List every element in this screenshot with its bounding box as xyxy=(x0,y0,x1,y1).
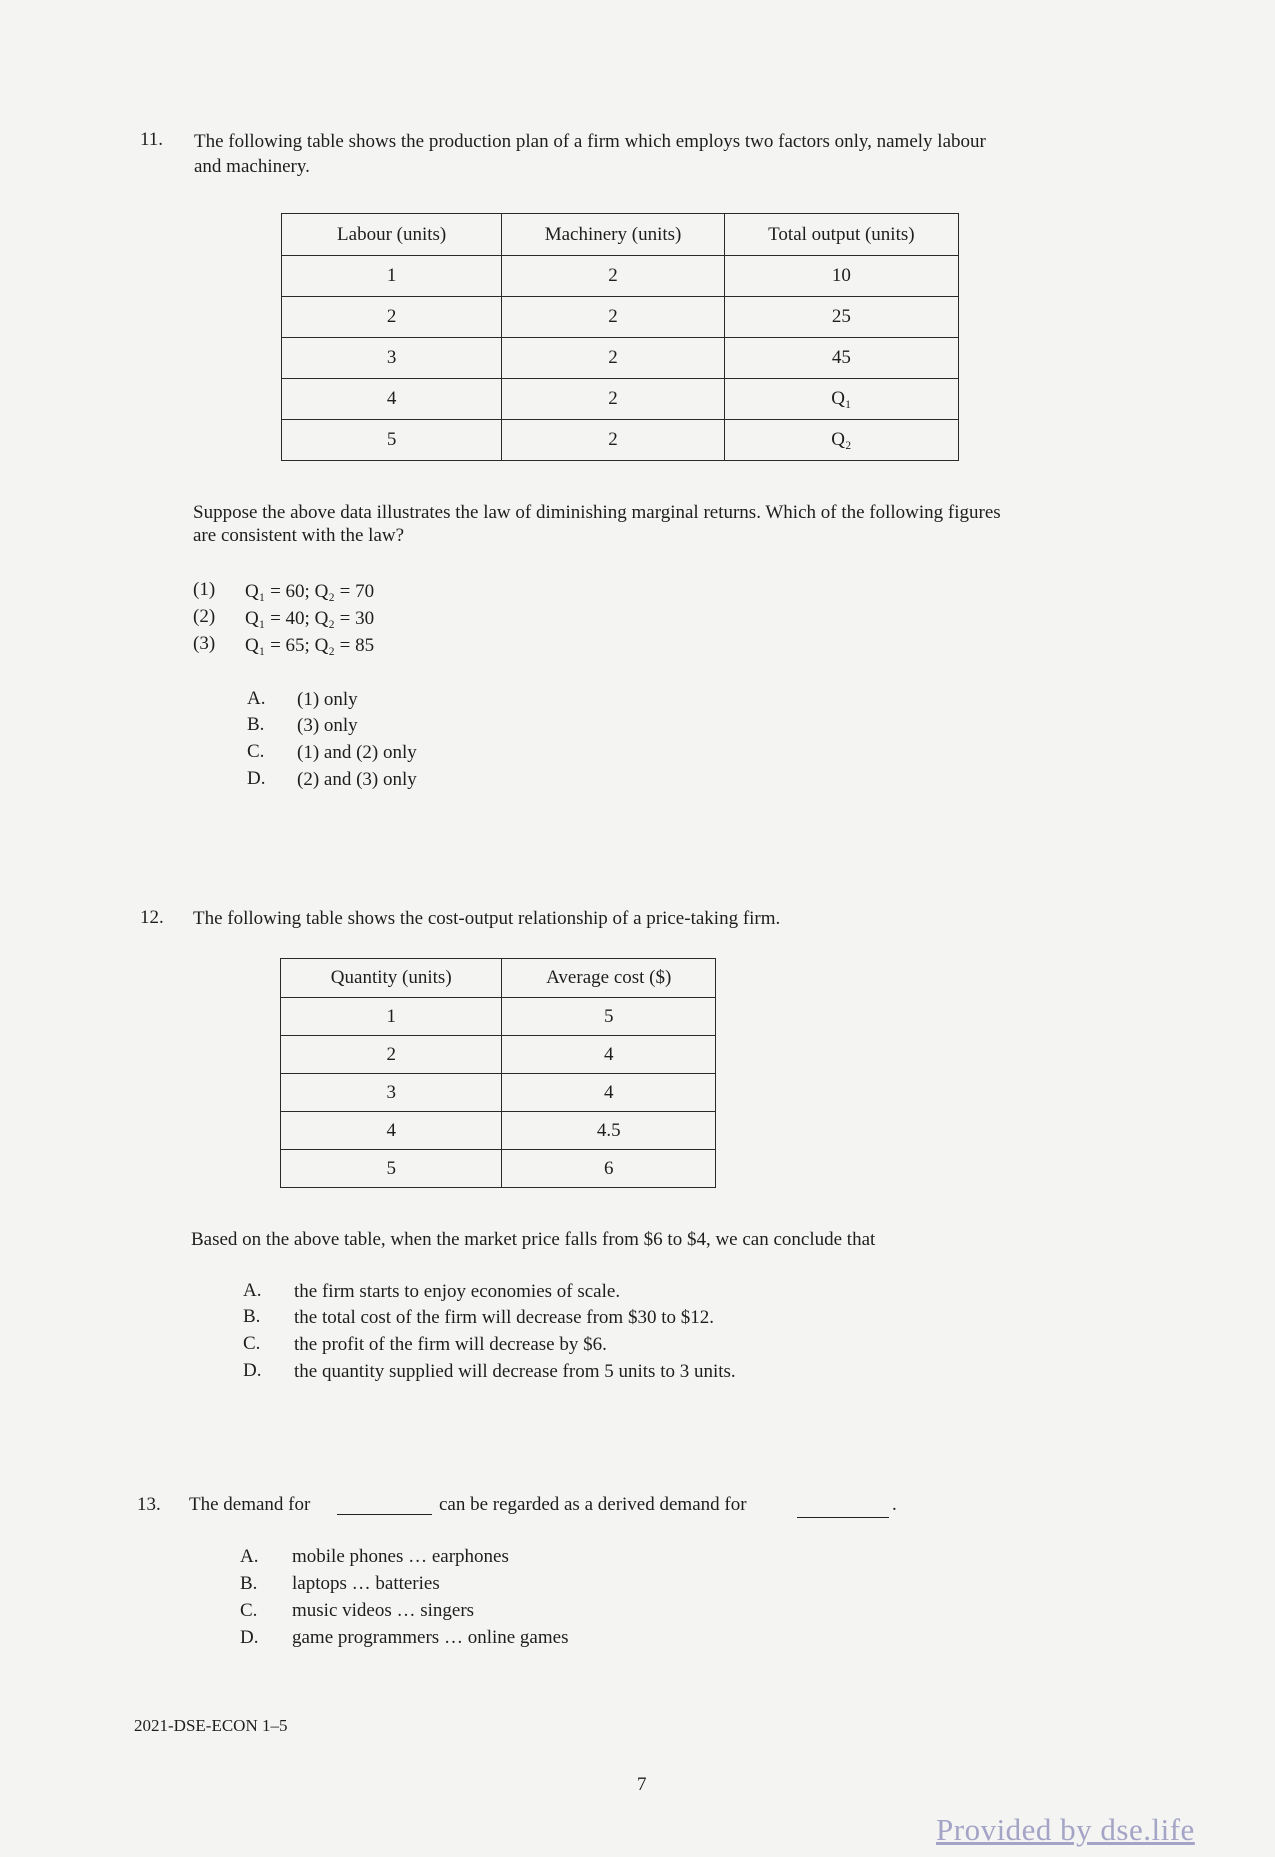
table-cell: 5 xyxy=(502,998,716,1036)
table-cell: 6 xyxy=(502,1150,716,1188)
statement-text: Q₁ = 65; Q₂ = 85 xyxy=(245,635,375,656)
table-cell: 2 xyxy=(502,256,724,297)
page-number: 7 xyxy=(637,1774,647,1795)
table-cell: 2 xyxy=(281,1036,502,1074)
table-cell: 2 xyxy=(502,338,724,379)
q12-header-quantity: Quantity (units) xyxy=(281,959,502,998)
statement-number: (1) xyxy=(193,579,216,600)
option-text: music videos … singers xyxy=(292,1600,475,1621)
q11-header-output: Total output (units) xyxy=(724,214,958,256)
table-cell: 10 xyxy=(724,256,958,297)
statement-text: Q₁ = 60; Q₂ = 70 xyxy=(245,581,375,602)
table-cell: 2 xyxy=(502,420,724,461)
option-text: the firm starts to enjoy economies of scale. xyxy=(294,1281,621,1302)
option-letter: D. xyxy=(247,768,266,789)
table-cell: 2 xyxy=(282,297,502,338)
q11-stem-line1: The following table shows the production plan of a firm which employs two factors only, namely labour xyxy=(194,131,986,152)
table-cell: 2 xyxy=(502,379,724,420)
exam-code-footer: 2021-DSE-ECON 1–5 xyxy=(134,1716,288,1735)
table-cell: 3 xyxy=(282,338,502,379)
q13-stem-part1: The demand for xyxy=(189,1494,311,1515)
option-text: (1) and (2) only xyxy=(297,742,417,763)
option-text: the total cost of the firm will decrease from $30 to $12. xyxy=(294,1307,714,1328)
source-watermark-link[interactable]: Provided by dse.life xyxy=(936,1812,1195,1847)
option-letter: B. xyxy=(247,714,265,735)
table-cell: 45 xyxy=(724,338,958,379)
q12-stem: The following table shows the cost-output relationship of a price-taking firm. xyxy=(193,908,781,929)
q12-after: Based on the above table, when the market price falls from $6 to $4, we can conclude that xyxy=(191,1229,876,1250)
option-text: (3) only xyxy=(297,715,358,736)
q11-header-machinery: Machinery (units) xyxy=(502,214,724,256)
q11-production-table xyxy=(281,213,959,461)
statement-number: (3) xyxy=(193,633,216,654)
option-text: (1) only xyxy=(297,689,358,710)
option-letter: B. xyxy=(243,1306,261,1327)
table-cell: 4 xyxy=(502,1036,716,1074)
table-cell: 1 xyxy=(282,256,502,297)
table-cell: 4.5 xyxy=(502,1112,716,1150)
q11-number: 11. xyxy=(140,129,164,150)
table-cell: 5 xyxy=(281,1150,502,1188)
option-letter: A. xyxy=(240,1546,259,1567)
table-cell: Q₂ xyxy=(724,420,958,461)
statement-number: (2) xyxy=(193,606,216,627)
q12-cost-table xyxy=(280,958,716,1188)
q13-stem-end: . xyxy=(892,1494,897,1515)
option-text: the quantity supplied will decrease from 5 units to 3 units. xyxy=(294,1361,736,1382)
q11-stem-line2: and machinery. xyxy=(194,156,310,177)
option-letter: B. xyxy=(240,1573,258,1594)
option-letter: A. xyxy=(243,1280,262,1301)
table-cell: 4 xyxy=(281,1112,502,1150)
q13-stem-part2: can be regarded as a derived demand for xyxy=(439,1494,747,1515)
table-cell: 25 xyxy=(724,297,958,338)
q11-header-labour: Labour (units) xyxy=(282,214,502,256)
option-letter: A. xyxy=(247,688,266,709)
q12-header-average-cost: Average cost ($) xyxy=(502,959,716,998)
table-cell: 1 xyxy=(281,998,502,1036)
q11-after-line2: are consistent with the law? xyxy=(193,525,405,546)
option-letter: C. xyxy=(243,1333,261,1354)
option-text: laptops … batteries xyxy=(292,1573,440,1594)
option-letter: D. xyxy=(240,1627,259,1648)
q13-blank-2 xyxy=(797,1497,889,1518)
q13-number: 13. xyxy=(137,1494,161,1515)
option-letter: C. xyxy=(247,741,265,762)
option-text: game programmers … online games xyxy=(292,1627,569,1648)
table-cell: 3 xyxy=(281,1074,502,1112)
option-text: the profit of the firm will decrease by $6. xyxy=(294,1334,607,1355)
table-cell: 5 xyxy=(282,420,502,461)
table-cell: 4 xyxy=(282,379,502,420)
table-cell: 4 xyxy=(502,1074,716,1112)
q13-blank-1 xyxy=(337,1494,432,1515)
q11-after-line1: Suppose the above data illustrates the law of diminishing marginal returns. Which of the following figures xyxy=(193,502,1001,523)
option-text: mobile phones … earphones xyxy=(292,1546,509,1567)
option-letter: C. xyxy=(240,1600,258,1621)
table-cell: Q₁ xyxy=(724,379,958,420)
q12-number: 12. xyxy=(140,907,164,928)
table-cell: 2 xyxy=(502,297,724,338)
option-letter: D. xyxy=(243,1360,262,1381)
option-text: (2) and (3) only xyxy=(297,769,417,790)
statement-text: Q₁ = 40; Q₂ = 30 xyxy=(245,608,375,629)
